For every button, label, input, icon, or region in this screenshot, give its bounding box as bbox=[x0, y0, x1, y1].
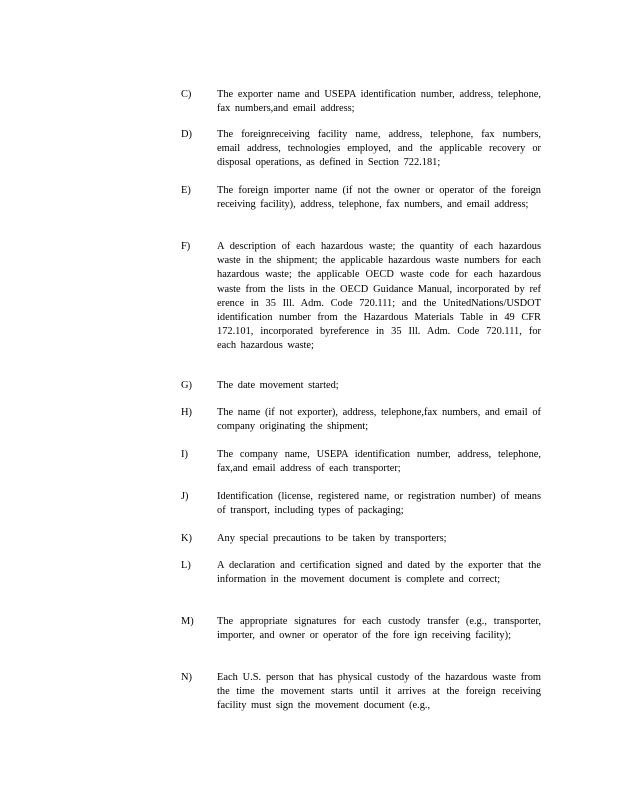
list-item-h bbox=[181, 406, 541, 434]
list-item-k bbox=[181, 532, 541, 546]
item-text: The foreign importer name (if not the owner or operator of the foreign receiving facility), address, telephone, fax numbers, and email address; bbox=[217, 185, 541, 211]
item-text: The name (if not exporter), address, telephone,fax numbers, and email of company originating the shipment; bbox=[217, 407, 541, 433]
list-item-f bbox=[181, 240, 541, 354]
item-label: K) bbox=[181, 533, 192, 544]
item-label: E) bbox=[181, 185, 191, 196]
list-item-i bbox=[181, 448, 541, 476]
list-item-n bbox=[181, 671, 541, 714]
item-label: G) bbox=[181, 380, 192, 391]
item-text: A description of each hazardous waste; the quantity of each hazardous waste in the shipment; the applicable hazardous waste numbers for each hazardous waste; the applicable OECD waste code for each hazardous waste from the lists in the OECD Guidance Manual, incorporated by ref erence in 35 Ill. Adm. Code 720.111; and the UnitedNations/USDOT identification number from the Hazardous Materials Table in 49 CFR 172.101, incorporated byreference in 35 Ill. Adm. Code 720.111, for each hazardous waste; bbox=[217, 241, 541, 352]
item-label: L) bbox=[181, 560, 191, 571]
item-text: The exporter name and USEPA identification number, address, telephone, fax numbers,and email address; bbox=[217, 89, 541, 115]
item-label: C) bbox=[181, 89, 192, 100]
list-item-m bbox=[181, 615, 541, 643]
item-label: N) bbox=[181, 672, 192, 683]
list-item-j bbox=[181, 490, 541, 518]
item-label: M) bbox=[181, 616, 194, 627]
item-text: A declaration and certification signed and dated by the exporter that the information in the movement document is complete and correct; bbox=[217, 560, 541, 586]
item-text: The company name, USEPA identification number, address, telephone, fax,and email address of each transporter; bbox=[217, 449, 541, 475]
item-label: F) bbox=[181, 241, 191, 252]
item-text: The date movement started; bbox=[217, 380, 339, 391]
list-item-g bbox=[181, 379, 541, 393]
item-label: I) bbox=[181, 449, 188, 460]
item-label: H) bbox=[181, 407, 192, 418]
item-text: Each U.S. person that has physical custody of the hazardous waste from the time the movement starts until it arrives at the foreign receiving facility must sign the movement document (e.g., bbox=[217, 672, 541, 712]
item-text: The appropriate signatures for each custody transfer (e.g., transporter, importer, and owner or operator of the fore ign receiving facility); bbox=[217, 616, 541, 642]
list-item-d bbox=[181, 128, 541, 171]
item-label: D) bbox=[181, 129, 192, 140]
item-text: Identification (license, registered name, or registration number) of means of transport, including types of packaging; bbox=[217, 491, 541, 517]
list-item-e bbox=[181, 184, 541, 212]
list-item-l bbox=[181, 559, 541, 587]
list-item-c bbox=[181, 88, 541, 116]
item-text: The foreignreceiving facility name, address, telephone, fax numbers, email address, technologies employed, and the applicable recovery or disposal operations, as defined in Section 722.181; bbox=[217, 129, 541, 169]
item-text: Any special precautions to be taken by transporters; bbox=[217, 533, 447, 544]
item-label: J) bbox=[181, 491, 189, 502]
